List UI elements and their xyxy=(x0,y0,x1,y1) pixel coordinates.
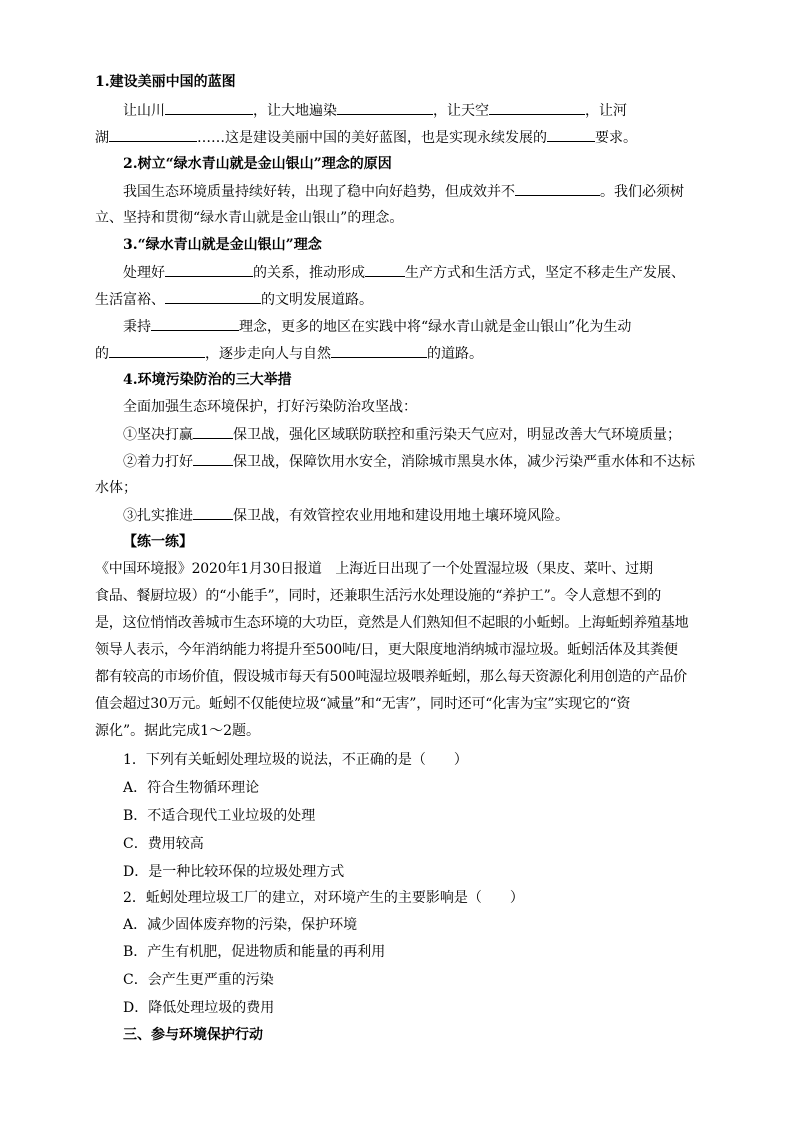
fill-blank[interactable] xyxy=(165,100,253,115)
option-b[interactable]: B．不适合现代工业垃圾的处理 xyxy=(123,808,316,824)
question-2: 2．蚯蚓处理垃圾工厂的建立，对环境产生的主要影响是（ ） xyxy=(123,890,524,906)
option-c[interactable]: C．费用较高 xyxy=(123,836,204,852)
fill-blank[interactable] xyxy=(337,100,433,115)
passage-line: 食品、餐厨垃圾）的“小能手”，同时，还兼职生活污水处理设施的“养护工”。令人意想不到的 xyxy=(95,588,662,604)
paragraph-line: 我国生态环境质量持续好转，出现了稳中向好趋势，但成效并不 。我们必须树 xyxy=(123,181,728,202)
passage-line: 值会超过30万元。蚯蚓不仅能使垃圾“减量”和“无害”，同时还可“化害为宝”实现它的“资 xyxy=(95,696,631,712)
section-heading: 3.“绿水青山就是金山银山”理念 xyxy=(123,237,322,253)
paragraph-line: 秉持 理念，更多的地区在实践中将“绿水青山就是金山银山”化为生动 xyxy=(123,316,728,337)
fill-blank[interactable] xyxy=(151,316,239,331)
fill-blank[interactable] xyxy=(489,100,585,115)
fill-blank[interactable] xyxy=(165,262,253,277)
passage-line: 是，这位悄悄改善城市生态环境的大功臣，竟然是人们熟知但不起眼的小蚯蚓。上海蚯蚓养殖基地 xyxy=(95,615,689,631)
fill-blank[interactable] xyxy=(365,262,405,277)
option-a[interactable]: A．减少固体废弃物的污染，保护环境 xyxy=(123,917,358,933)
fill-blank[interactable] xyxy=(515,181,600,196)
option-d[interactable]: D．降低处理垃圾的费用 xyxy=(123,1000,275,1016)
option-d[interactable]: D．是一种比较环保的垃圾处理方式 xyxy=(123,864,345,880)
fill-blank[interactable] xyxy=(547,127,595,142)
practice-heading: 【练一练】 xyxy=(123,534,193,550)
paragraph-line: ①坚决打赢 保卫战，强化区域联防联控和重污染天气应对，明显改善大气环境质量； xyxy=(123,424,728,445)
option-c[interactable]: C．会产生更严重的污染 xyxy=(123,972,274,988)
paragraph-line: 处理好 的关系，推动形成 生产方式和生活方式，坚定不移走生产发展、 xyxy=(123,262,728,283)
fill-blank[interactable] xyxy=(193,505,233,520)
passage-line: 《中国环境报》2020年1月30日报道 上海近日出现了一个处置湿垃圾（果皮、菜叶、过期 xyxy=(95,561,653,577)
fill-blank[interactable] xyxy=(193,424,233,439)
paragraph-line: 生活富裕、 的文明发展道路。 xyxy=(95,289,700,310)
section-heading: 2.树立“绿水青山就是金山银山”理念的原因 xyxy=(123,156,392,172)
passage-line: 领导人表示，今年消纳能力将提升至500吨/日，更大限度地消纳城市湿垃圾。蚯蚓活体及其粪便 xyxy=(95,642,678,658)
paragraph-line: 立、坚持和贯彻“绿水青山就是金山银山”的理念。 xyxy=(95,210,404,226)
passage-line: 源化”。据此完成1～2题。 xyxy=(95,723,260,739)
section-heading: 1.建设美丽中国的蓝图 xyxy=(95,74,236,90)
question-1: 1．下列有关蚯蚓处理垃圾的说法，不正确的是（ ） xyxy=(123,752,468,768)
fill-blank[interactable] xyxy=(331,343,427,358)
passage-line: 都有较高的市场价值，假设城市每天有500吨湿垃圾喂养蚯蚓，那么每天资源化利用创造的产品价 xyxy=(95,669,687,685)
paragraph-line: 的 ，逐步走向人与自然 的道路。 xyxy=(95,343,700,364)
fill-blank[interactable] xyxy=(109,127,197,142)
section-heading: 三、参与环境保护行动 xyxy=(123,1027,263,1043)
paragraph-line: 水体； xyxy=(95,480,137,496)
option-a[interactable]: A．符合生物循环理论 xyxy=(123,780,260,796)
paragraph-line: 让山川 ，让大地遍染 ，让天空 ，让河 xyxy=(123,100,728,121)
paragraph-line: 全面加强生态环境保护，打好污染防治攻坚战： xyxy=(123,399,417,415)
section-heading: 4.环境污染防治的三大举措 xyxy=(123,372,292,388)
fill-blank[interactable] xyxy=(193,451,233,466)
paragraph-line: 湖 ……这是建设美丽中国的美好蓝图，也是实现永续发展的 要求。 xyxy=(95,127,700,148)
paragraph-line: ③扎实推进 保卫战，有效管控农业用地和建设用地土壤环境风险。 xyxy=(123,505,728,526)
fill-blank[interactable] xyxy=(165,289,261,304)
paragraph-line: ②着力打好 保卫战，保障饮用水安全，消除城市黑臭水体，减少污染严重水体和不达标 xyxy=(123,451,728,472)
option-b[interactable]: B．产生有机肥，促进物质和能量的再利用 xyxy=(123,944,386,960)
fill-blank[interactable] xyxy=(109,343,205,358)
